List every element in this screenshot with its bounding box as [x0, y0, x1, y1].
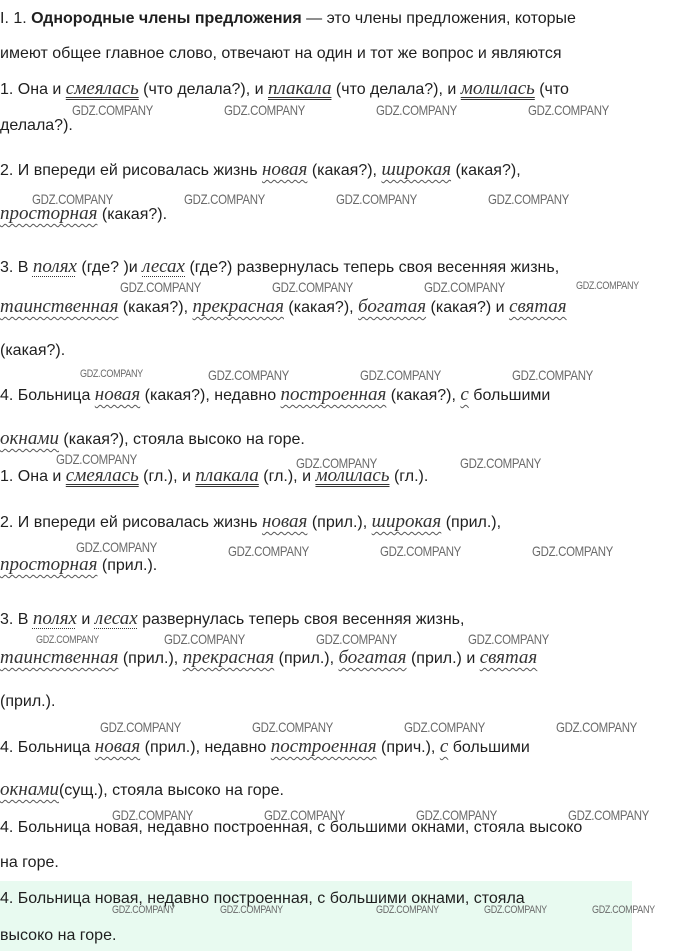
attribute-word: новая — [261, 159, 308, 180]
question: (что делала?), и — [138, 81, 268, 98]
attribute-word: просторная — [0, 554, 98, 575]
watermark: GDZ.COMPANY — [376, 102, 458, 118]
watermark: GDZ.COMPANY — [512, 367, 594, 383]
question: (какая?), — [451, 162, 521, 179]
question: большими — [468, 387, 551, 404]
watermark: GDZ.COMPANY — [112, 904, 175, 916]
watermark: GDZ.COMPANY — [164, 631, 246, 647]
watermark: GDZ.COMPANY — [56, 451, 138, 467]
attribute-word: окнами — [0, 779, 59, 800]
attribute-word: прекрасная — [182, 647, 275, 668]
watermark: GDZ.COMPANY — [272, 279, 354, 295]
watermark: GDZ.COMPANY — [592, 904, 655, 916]
p1-sentence-4 — [0, 385, 550, 406]
text: 3. В — [0, 259, 33, 276]
question: (что — [534, 81, 569, 98]
watermark: GDZ.COMPANY — [360, 367, 442, 383]
attribute-word: богатая — [338, 647, 407, 668]
pos-label: (прил.), — [307, 514, 372, 531]
pos-label: (прич.), — [376, 739, 440, 756]
attribute-word: таинственная — [0, 647, 119, 668]
p2-sentence-4-cont — [0, 780, 284, 801]
watermark: GDZ.COMPANY — [380, 543, 462, 559]
watermark: GDZ.COMPANY — [316, 631, 398, 647]
predicate-word: смеялась — [65, 78, 139, 99]
text: 1. Она и — [0, 81, 66, 98]
text: 2. И впереди ей рисовалась жизнь — [0, 162, 262, 179]
text: 2. И впереди ей рисовалась жизнь — [0, 514, 262, 531]
text: 1. Она и — [0, 468, 66, 485]
question: (где?) развернулась теперь своя весенняя жизнь, — [185, 259, 560, 276]
watermark: GDZ.COMPANY — [556, 719, 638, 735]
attribute-word: богатая — [358, 296, 427, 317]
definition-term: Однородные члены предложения — [31, 10, 302, 27]
question: (какая?), — [283, 299, 359, 316]
watermark: GDZ.COMPANY — [488, 191, 570, 207]
adverbial-word: лесах — [142, 256, 185, 277]
watermark: GDZ.COMPANY — [296, 455, 378, 471]
predicate-word: молилась — [315, 465, 390, 486]
adverbial-word: полях — [32, 256, 77, 277]
question: (где? )и — [76, 259, 143, 276]
attribute-word: с — [460, 384, 469, 405]
watermark: GDZ.COMPANY — [224, 102, 306, 118]
p1-sentence-3-cont: (какая?). — [0, 342, 66, 359]
watermark: GDZ.COMPANY — [184, 191, 266, 207]
watermark: GDZ.COMPANY — [228, 543, 310, 559]
watermark: GDZ.COMPANY — [72, 102, 154, 118]
watermark: GDZ.COMPANY — [252, 719, 334, 735]
watermark: GDZ.COMPANY — [80, 368, 143, 380]
p2-sentence-3-line2 — [0, 648, 537, 669]
predicate-word: плакала — [268, 78, 332, 99]
watermark: GDZ.COMPANY — [32, 191, 114, 207]
p2-sentence-3 — [0, 609, 464, 630]
watermark: GDZ.COMPANY — [484, 904, 547, 916]
attribute-word: святая — [509, 296, 567, 317]
predicate-word: молилась — [460, 78, 535, 99]
question: (что делала?), и — [331, 81, 461, 98]
attribute-word: новая — [94, 384, 141, 405]
watermark: GDZ.COMPANY — [568, 807, 650, 823]
attribute-word: широкая — [371, 511, 442, 532]
attribute-word: широкая — [381, 159, 452, 180]
watermark: GDZ.COMPANY — [336, 191, 418, 207]
question: (какая?), — [307, 162, 382, 179]
pos-label: (прил.), — [274, 650, 339, 667]
watermark: GDZ.COMPANY — [404, 719, 486, 735]
attribute-word: таинственная — [0, 296, 119, 317]
watermark: GDZ.COMPANY — [264, 807, 346, 823]
watermark: GDZ.COMPANY — [112, 807, 194, 823]
plain-sentence-1: 4. Больница новая, недавно построенная, с большими окнами, стояла высоко — [0, 819, 583, 836]
p1-sentence-4-cont — [0, 429, 305, 450]
watermark: GDZ.COMPANY — [100, 719, 182, 735]
p2-sentence-3-cont: (прил.). — [0, 693, 56, 710]
definition-text: — это члены предложения, которые — [301, 10, 576, 27]
attribute-word: новая — [261, 511, 308, 532]
pos-label: (прил.) и — [406, 650, 480, 667]
watermark: GDZ.COMPANY — [120, 279, 202, 295]
watermark: GDZ.COMPANY — [220, 904, 283, 916]
p1-sentence-1 — [0, 79, 569, 100]
attribute-word: прекрасная — [192, 296, 284, 317]
attribute-word: построенная — [280, 384, 387, 405]
watermark: GDZ.COMPANY — [528, 102, 610, 118]
predicate-word: плакала — [195, 465, 259, 486]
question: (какая?), — [386, 387, 461, 404]
pos-label: (сущ.), стояла высоко на горе. — [58, 782, 284, 799]
attribute-word: окнами — [0, 428, 59, 449]
pos-label: (прил.), — [118, 650, 183, 667]
plain-sentence-2: 4. Больница новая, недавно построенная, с большими окнами, стояла — [0, 890, 525, 907]
p1-sentence-2 — [0, 160, 521, 181]
attribute-word: новая — [94, 736, 141, 757]
watermark: GDZ.COMPANY — [376, 904, 439, 916]
section-number: I. 1. — [0, 10, 32, 27]
watermark: GDZ.COMPANY — [424, 279, 506, 295]
question: (какая?), — [118, 299, 193, 316]
question: (какая?) и — [426, 299, 510, 316]
predicate-word: смеялась — [65, 465, 139, 486]
text: 4. Больница — [0, 387, 95, 404]
pos-label: (гл.), и — [138, 468, 196, 485]
question: (какая?), недавно — [140, 387, 281, 404]
attribute-word: святая — [479, 647, 538, 668]
p1-sentence-2-cont — [0, 204, 167, 225]
p2-sentence-2 — [0, 512, 501, 533]
p1-sentence-3-line2 — [0, 297, 567, 318]
plain-sentence-2-cont: высоко на горе. — [0, 927, 117, 944]
text: развернулась теперь своя весенняя жизнь, — [137, 611, 465, 628]
watermark: GDZ.COMPANY — [460, 455, 542, 471]
plain-sentence-1-cont: на горе. — [0, 854, 59, 871]
pos-label: (гл.), и — [258, 468, 316, 485]
adverbial-word: лесах — [94, 608, 138, 629]
text: 3. В — [0, 611, 33, 628]
p2-sentence-4 — [0, 737, 530, 758]
adverbial-word: полях — [32, 608, 77, 629]
attribute-word: построенная — [270, 736, 377, 757]
watermark: GDZ.COMPANY — [76, 539, 158, 555]
attribute-word: просторная — [0, 203, 98, 224]
text: и — [76, 611, 95, 628]
watermark: GDZ.COMPANY — [576, 280, 639, 292]
question: (какая?), стояла высоко на горе. — [58, 431, 305, 448]
p2-sentence-2-cont — [0, 555, 157, 576]
p1-sentence-1-cont: делала?). — [0, 117, 73, 134]
p1-sentence-3 — [0, 257, 559, 278]
text: 4. Больница — [0, 739, 95, 756]
definition-line-2: имеют общее главное слово, отвечают на один и тот же вопрос и являются — [0, 45, 562, 62]
pos-label: (прил.), — [441, 514, 502, 531]
pos-label: (прил.), недавно — [140, 739, 271, 756]
watermark: GDZ.COMPANY — [36, 634, 99, 646]
attribute-word: с — [439, 736, 449, 757]
definition-line-1 — [0, 9, 576, 29]
watermark: GDZ.COMPANY — [532, 543, 614, 559]
question: (какая?). — [97, 206, 168, 223]
pos-label: (прил.). — [97, 557, 158, 574]
watermark: GDZ.COMPANY — [416, 807, 498, 823]
watermark: GDZ.COMPANY — [468, 631, 550, 647]
pos-label: (гл.). — [389, 468, 429, 485]
text: большими — [448, 739, 530, 756]
watermark: GDZ.COMPANY — [208, 367, 290, 383]
